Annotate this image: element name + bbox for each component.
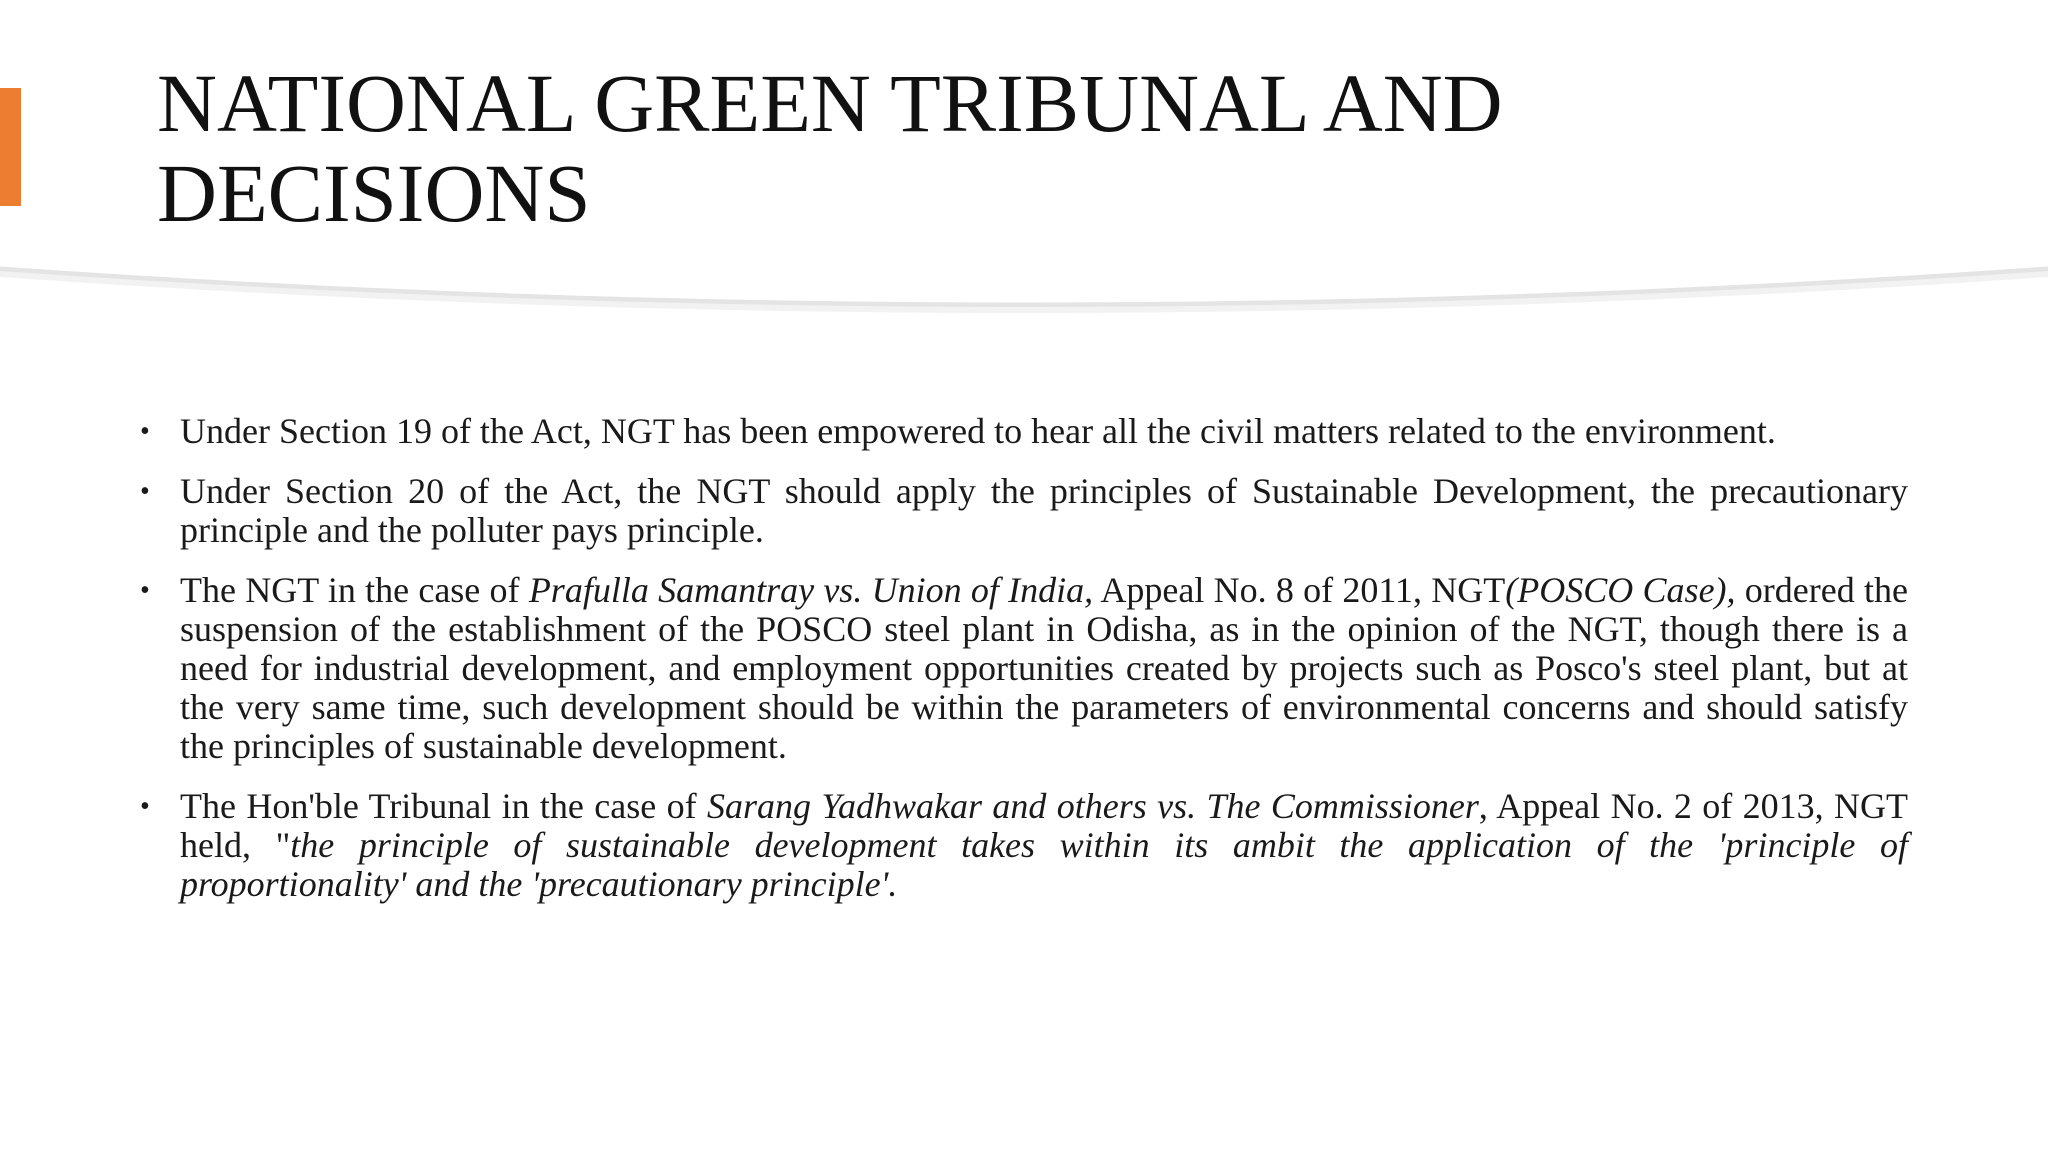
slide-title: NATIONAL GREEN TRIBUNAL AND DECISIONS [157, 57, 1503, 239]
bullet-text: The NGT in the case of [180, 570, 529, 610]
bullet-list [138, 412, 1908, 925]
bullet-text: Under Section 19 of the Act, NGT has been empowered to hear all the civil matters related to the environment. [180, 411, 1776, 451]
case-name: Prafulla Samantray vs. Union of India, [528, 570, 1094, 610]
bullet-text: ordered the suspension of the establishment of the POSCO steel plant in Odisha, as in the opinion of the NGT, though there is a need for industrial development, and employment opportunities created by projects such as Posco's steel plant, but at the very same time, such development should be within the parameters of environmental concerns and should satisfy the principles of sustainable development. [180, 570, 1908, 766]
title-divider-curve [0, 258, 2048, 338]
bullet-item [138, 787, 1908, 904]
bullet-dot-icon: • [140, 416, 150, 447]
bullet-text: , Appeal No. 2 of 2013, NGT held, " [180, 786, 1908, 865]
bullet-text: The Hon'ble Tribunal in the case of [180, 786, 707, 826]
case-name: Sarang Yadhwakar and others vs. The Commissioner [706, 786, 1479, 826]
bullet-item [138, 472, 1908, 550]
bullet-item [138, 571, 1908, 766]
bullet-item [138, 412, 1908, 451]
accent-bar [0, 88, 21, 206]
bullet-dot-icon: • [140, 476, 150, 507]
bullet-dot-icon: • [140, 791, 150, 822]
bullet-text: Under Section 20 of the Act, the NGT should apply the principles of Sustainable Development, the precautionary principle and the polluter pays principle. [180, 471, 1908, 550]
bullet-dot-icon: • [140, 575, 150, 606]
case-alias: (POSCO Case), [1505, 570, 1736, 610]
quoted-holding: the principle of sustainable development takes within its ambit the application of the 'principle of proportionality' and the 'precautionary principle'. [180, 825, 1908, 904]
bullet-text: Appeal No. 8 of 2011, NGT [1093, 570, 1506, 610]
